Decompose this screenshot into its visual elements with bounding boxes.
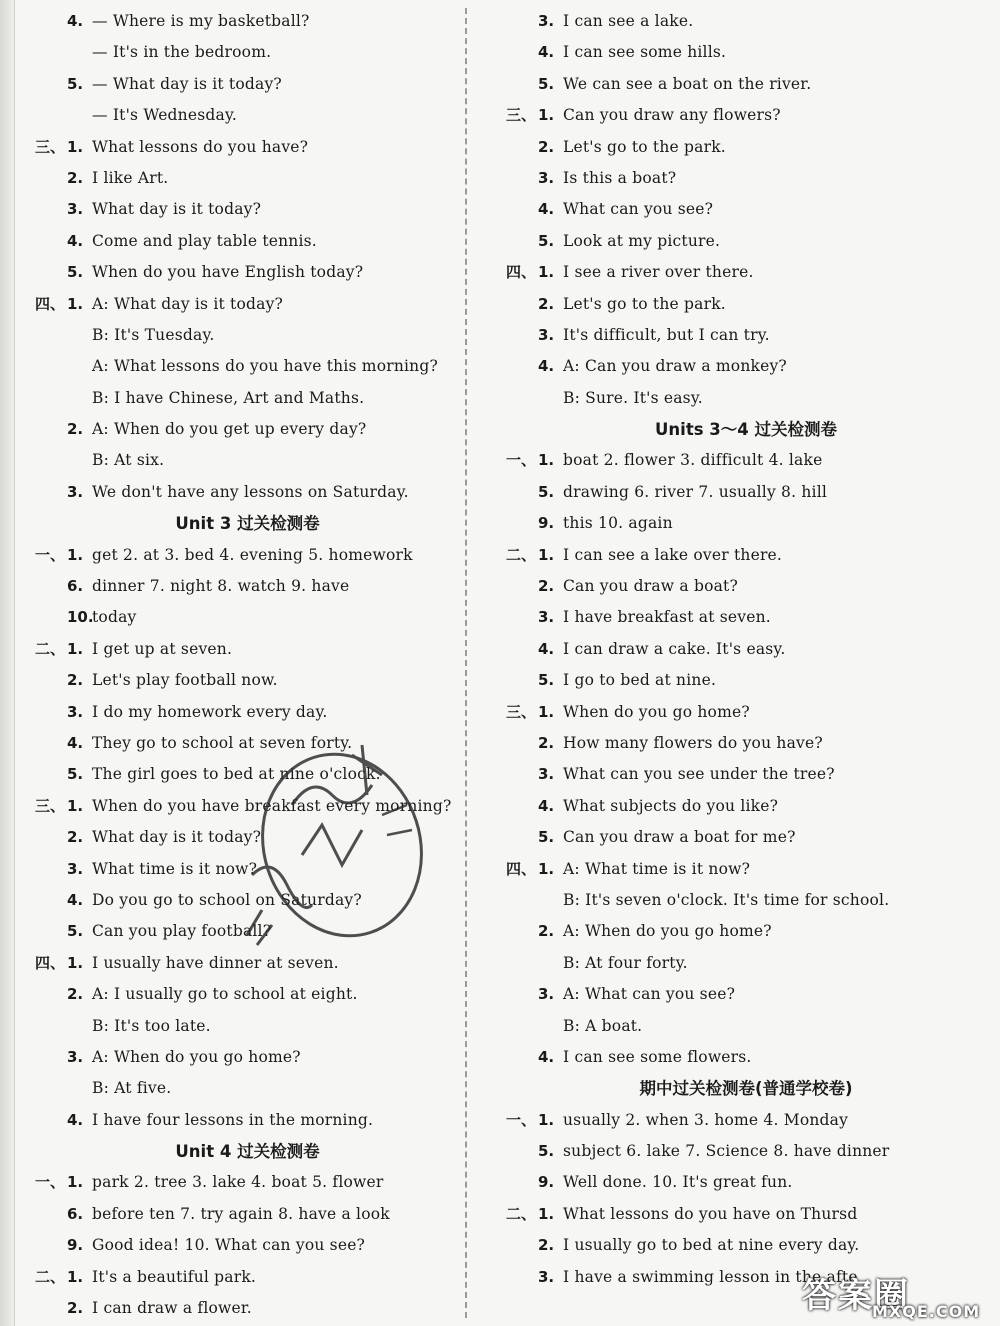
answer-line xyxy=(506,602,986,633)
item-number: 4. xyxy=(67,12,84,30)
answer-text: I have a swimming lesson in the afte xyxy=(563,1267,858,1286)
section-marker: 一、 xyxy=(506,1110,537,1129)
item-number: 2. xyxy=(67,671,84,690)
answer-line xyxy=(506,1167,986,1198)
section-marker: 三、 xyxy=(35,137,66,156)
answer-line xyxy=(35,948,460,979)
answer-text: — Where is my basketball? xyxy=(92,12,310,30)
answer-text: boat 2. flower 3. difficult 4. lake xyxy=(563,451,823,470)
answer-line xyxy=(35,1230,460,1261)
answer-line xyxy=(35,477,460,508)
item-number: 3. xyxy=(538,985,555,1004)
answer-text: Is this a boat? xyxy=(563,168,677,187)
answer-line xyxy=(35,540,460,571)
answer-line xyxy=(35,634,460,665)
column-divider xyxy=(465,8,467,1318)
answer-text: A: Can you draw a monkey? xyxy=(563,357,787,376)
item-number: 1. xyxy=(67,953,84,972)
answer-line xyxy=(506,1011,986,1042)
answer-line xyxy=(35,1167,460,1198)
item-number: 1. xyxy=(538,702,555,721)
answer-text: I can see a lake over there. xyxy=(563,545,783,564)
answer-line xyxy=(35,257,460,288)
item-number: 3. xyxy=(538,325,555,344)
answer-text: A: What can you see? xyxy=(563,985,736,1004)
answer-text: B: It's too late. xyxy=(92,1016,211,1035)
watermark-cn: 答案圈 xyxy=(802,1276,910,1316)
answer-text: I can see some hills. xyxy=(563,43,727,62)
item-number: 3. xyxy=(538,1267,555,1286)
answer-text: park 2. tree 3. lake 4. boat 5. flower xyxy=(92,1173,384,1192)
answer-text: I can draw a flower. xyxy=(92,1299,252,1318)
section-marker: 一、 xyxy=(35,1173,66,1192)
answer-line xyxy=(35,1073,460,1104)
item-number: 5. xyxy=(67,263,84,282)
answer-line xyxy=(35,728,460,759)
answer-text: A: What lessons do you have this morning? xyxy=(92,357,438,376)
answer-text: B: At five. xyxy=(92,1079,172,1098)
section-marker: 三、 xyxy=(506,106,537,125)
answer-line xyxy=(35,571,460,602)
answer-text: The girl goes to bed at nine o'clock. xyxy=(92,765,381,784)
answer-line xyxy=(35,320,460,351)
answer-text: Can you play football? xyxy=(92,922,272,941)
item-number: 1. xyxy=(67,639,84,658)
answer-text: B: Sure. It's easy. xyxy=(563,388,703,407)
section-marker: 三、 xyxy=(35,796,66,815)
answer-text: They go to school at seven forty. xyxy=(92,733,353,752)
section-heading: Units 3～4 过关检测卷 xyxy=(655,420,837,440)
answer-line xyxy=(35,414,460,445)
answer-text: — It's in the bedroom. xyxy=(92,43,272,62)
item-number: 3. xyxy=(538,12,555,30)
item-number: 1. xyxy=(67,1173,84,1192)
item-number: 5. xyxy=(538,828,555,847)
answer-line xyxy=(35,194,460,225)
section-marker: 二、 xyxy=(35,1267,66,1286)
item-number: 1. xyxy=(538,1110,555,1129)
answer-text: usually 2. when 3. home 4. Monday xyxy=(563,1110,849,1129)
item-number: 2. xyxy=(538,1236,555,1255)
answer-text: When do you have breakfast every morning? xyxy=(92,796,452,815)
answer-text: A: What time is it now? xyxy=(563,859,751,878)
item-number: 5. xyxy=(538,74,555,93)
answer-line xyxy=(506,37,986,68)
item-number: 3. xyxy=(538,168,555,187)
answer-line xyxy=(35,37,460,68)
section-marker: 二、 xyxy=(506,1204,537,1223)
answer-line xyxy=(35,351,460,382)
item-number: 1. xyxy=(538,1204,555,1223)
answer-text: A: When do you go home? xyxy=(563,922,772,941)
answer-line xyxy=(506,477,986,508)
answer-line xyxy=(506,540,986,571)
item-number: 3. xyxy=(67,1047,84,1066)
answer-text: Let's play football now. xyxy=(92,671,278,690)
answer-line xyxy=(506,351,986,382)
item-number: 1. xyxy=(67,796,84,815)
answer-text: When do you have English today? xyxy=(92,263,364,282)
answer-line xyxy=(506,1042,986,1073)
section-marker: 一、 xyxy=(35,545,66,564)
answer-line xyxy=(35,445,460,476)
answer-line xyxy=(506,163,986,194)
answer-line xyxy=(506,445,986,476)
answer-text: I can draw a cake. It's easy. xyxy=(563,639,786,658)
answer-line xyxy=(35,1105,460,1136)
answer-line xyxy=(506,132,986,163)
answer-text: B: I have Chinese, Art and Maths. xyxy=(92,388,365,407)
answer-text: A: When do you get up every day? xyxy=(92,420,367,439)
answer-text: Let's go to the park. xyxy=(563,137,726,156)
answer-text: We don't have any lessons on Saturday. xyxy=(92,482,409,501)
item-number: 6. xyxy=(67,577,84,596)
item-number: 2. xyxy=(67,985,84,1004)
answer-line xyxy=(35,1293,460,1324)
item-number: 1. xyxy=(538,263,555,282)
answer-text: I usually go to bed at nine every day. xyxy=(563,1236,860,1255)
answer-line xyxy=(35,602,460,633)
answer-line xyxy=(35,697,460,728)
item-number: 5. xyxy=(538,1142,555,1161)
answer-line xyxy=(35,979,460,1010)
answer-text: When do you go home? xyxy=(563,702,750,721)
answer-line xyxy=(506,1199,986,1230)
answer-text: What can you see? xyxy=(563,200,714,219)
answer-text: drawing 6. river 7. usually 8. hill xyxy=(563,482,828,501)
answer-text: What subjects do you like? xyxy=(563,796,779,815)
answer-text: Do you go to school on Saturday? xyxy=(92,890,362,909)
answer-line xyxy=(35,289,460,320)
page-binding-edge xyxy=(0,0,15,1326)
answer-text: What day is it today? xyxy=(92,200,262,219)
item-number: 1. xyxy=(538,451,555,470)
answer-text: Can you draw a boat? xyxy=(563,577,738,596)
answer-line xyxy=(35,665,460,696)
section-marker: 四、 xyxy=(35,294,66,313)
item-number: 9. xyxy=(538,1173,555,1192)
answer-text: I usually have dinner at seven. xyxy=(92,953,339,972)
answer-text: today xyxy=(92,608,137,627)
answer-line xyxy=(35,822,460,853)
answer-text: Well done. 10. It's great fun. xyxy=(563,1173,793,1192)
item-number: 1. xyxy=(538,545,555,564)
answer-text: What day is it today? xyxy=(92,828,262,847)
item-number: 2. xyxy=(67,420,84,439)
answer-text: B: It's Tuesday. xyxy=(92,325,215,344)
answer-text: Can you draw any flowers? xyxy=(563,106,781,125)
answer-text: What time is it now? xyxy=(92,859,258,878)
answer-line xyxy=(506,508,986,539)
answer-text: B: At six. xyxy=(92,451,165,470)
answer-line xyxy=(506,320,986,351)
answer-line xyxy=(506,1105,986,1136)
answer-line xyxy=(35,791,460,822)
answer-line xyxy=(35,916,460,947)
answer-text: get 2. at 3. bed 4. evening 5. homework xyxy=(92,545,413,564)
item-number: 4. xyxy=(538,796,555,815)
answer-text: B: A boat. xyxy=(563,1016,643,1035)
item-number: 5. xyxy=(67,922,84,941)
answer-line xyxy=(506,791,986,822)
answer-line xyxy=(506,1136,986,1167)
answer-text: B: It's seven o'clock. It's time for school. xyxy=(563,890,890,909)
item-number: 2. xyxy=(538,137,555,156)
item-number: 2. xyxy=(538,577,555,596)
item-number: 3. xyxy=(67,482,84,501)
section-heading: Unit 3 过关检测卷 xyxy=(175,514,320,534)
item-number: 4. xyxy=(67,890,84,909)
item-number: 5. xyxy=(538,482,555,501)
left-column xyxy=(35,6,460,1324)
item-number: 4. xyxy=(538,639,555,658)
item-number: 4. xyxy=(538,200,555,219)
section-marker: 四、 xyxy=(506,263,537,282)
answer-text: before ten 7. try again 8. have a look xyxy=(92,1204,390,1223)
answer-line xyxy=(35,6,460,37)
item-number: 4. xyxy=(67,1110,84,1129)
answer-text: It's difficult, but I can try. xyxy=(563,325,770,344)
answer-text: Can you draw a boat for me? xyxy=(563,828,796,847)
answer-text: I get up at seven. xyxy=(92,639,233,658)
answer-line xyxy=(35,69,460,100)
item-number: 1. xyxy=(538,859,555,878)
item-number: 3. xyxy=(67,702,84,721)
answer-line xyxy=(35,854,460,885)
answer-text: I have breakfast at seven. xyxy=(563,608,771,627)
section-heading: Unit 4 过关检测卷 xyxy=(175,1142,320,1162)
item-number: 3. xyxy=(538,608,555,627)
answer-line xyxy=(506,665,986,696)
answer-line xyxy=(506,854,986,885)
answer-text: What lessons do you have? xyxy=(92,137,309,156)
answer-text: this 10. again xyxy=(563,514,673,533)
answer-text: I see a river over there. xyxy=(563,263,754,282)
item-number: 5. xyxy=(538,231,555,250)
answer-text: It's a beautiful park. xyxy=(92,1267,257,1286)
item-number: 2. xyxy=(538,922,555,941)
item-number: 3. xyxy=(67,859,84,878)
answer-text: I can see some flowers. xyxy=(563,1047,752,1066)
section-marker: 二、 xyxy=(506,545,537,564)
answer-text: Come and play table tennis. xyxy=(92,231,317,250)
item-number: 4. xyxy=(67,231,84,250)
answer-text: What can you see under the tree? xyxy=(563,765,835,784)
item-number: 9. xyxy=(538,514,555,533)
item-number: 2. xyxy=(67,1299,84,1318)
answer-line xyxy=(506,634,986,665)
answer-text: I do my homework every day. xyxy=(92,702,328,721)
answer-line xyxy=(35,163,460,194)
answer-line xyxy=(506,885,986,916)
answer-line xyxy=(35,759,460,790)
answer-text: Look at my picture. xyxy=(563,231,721,250)
section-marker: 二、 xyxy=(35,639,66,658)
answer-text: I like Art. xyxy=(92,168,169,187)
answer-text: Good idea! 10. What can you see? xyxy=(92,1236,366,1255)
answer-text: I have four lessons in the morning. xyxy=(92,1110,374,1129)
section-marker: 四、 xyxy=(35,953,66,972)
section-heading: 期中过关检测卷(普通学校卷) xyxy=(639,1079,853,1099)
answer-line xyxy=(506,948,986,979)
answer-line xyxy=(35,1011,460,1042)
item-number: 1. xyxy=(538,106,555,125)
answer-line xyxy=(35,100,460,131)
section-marker: 三、 xyxy=(506,702,537,721)
answer-line xyxy=(35,132,460,163)
item-number: 1. xyxy=(67,294,84,313)
item-number: 1. xyxy=(67,545,84,564)
answer-line xyxy=(35,1042,460,1073)
answer-text: A: When do you go home? xyxy=(92,1047,301,1066)
answer-line xyxy=(506,289,986,320)
item-number: 4. xyxy=(538,1047,555,1066)
site-watermark xyxy=(792,1268,992,1320)
answer-text: I go to bed at nine. xyxy=(563,671,717,690)
answer-text: I can see a lake. xyxy=(563,12,694,30)
section-marker: 四、 xyxy=(506,859,537,878)
answer-line xyxy=(506,100,986,131)
item-number: 1. xyxy=(67,1267,84,1286)
answer-line xyxy=(506,6,986,37)
item-number: 10. xyxy=(67,608,94,627)
item-number: 2. xyxy=(538,294,555,313)
section-marker: 一、 xyxy=(506,451,537,470)
answer-text: — What day is it today? xyxy=(92,74,282,93)
item-number: 4. xyxy=(538,43,555,62)
answer-line xyxy=(506,979,986,1010)
item-number: 5. xyxy=(67,765,84,784)
item-number: 6. xyxy=(67,1204,84,1223)
item-number: 2. xyxy=(67,168,84,187)
answer-text: dinner 7. night 8. watch 9. have xyxy=(92,577,350,596)
answer-text: A: What day is it today? xyxy=(92,294,284,313)
answer-text: B: At four forty. xyxy=(563,953,688,972)
answer-line xyxy=(506,194,986,225)
item-number: 1. xyxy=(67,137,84,156)
item-number: 5. xyxy=(538,671,555,690)
answer-text: Let's go to the park. xyxy=(563,294,726,313)
item-number: 3. xyxy=(538,765,555,784)
answer-text: — It's Wednesday. xyxy=(92,106,237,125)
answer-text: A: I usually go to school at eight. xyxy=(92,985,358,1004)
answer-line xyxy=(35,226,460,257)
answer-line xyxy=(506,697,986,728)
answer-line xyxy=(506,822,986,853)
answer-line xyxy=(506,1230,986,1261)
answer-line xyxy=(506,69,986,100)
answer-line xyxy=(506,383,986,414)
answer-line xyxy=(506,728,986,759)
item-number: 2. xyxy=(67,828,84,847)
answer-line xyxy=(506,571,986,602)
answer-line xyxy=(35,885,460,916)
answer-text: How many flowers do you have? xyxy=(563,733,823,752)
answer-text: What lessons do you have on Thursd xyxy=(563,1204,858,1223)
item-number: 3. xyxy=(67,200,84,219)
answer-text: subject 6. lake 7. Science 8. have dinner xyxy=(563,1142,890,1161)
watermark-en: MXQE.COM xyxy=(872,1302,981,1321)
answer-line xyxy=(35,1262,460,1293)
answer-line xyxy=(506,257,986,288)
answer-line xyxy=(506,916,986,947)
item-number: 4. xyxy=(538,357,555,376)
answer-line xyxy=(506,226,986,257)
item-number: 5. xyxy=(67,74,84,93)
right-column xyxy=(506,6,986,1293)
answer-line xyxy=(35,383,460,414)
item-number: 4. xyxy=(67,733,84,752)
answer-line xyxy=(35,1199,460,1230)
item-number: 9. xyxy=(67,1236,84,1255)
answer-text: We can see a boat on the river. xyxy=(563,74,812,93)
answer-line xyxy=(506,759,986,790)
item-number: 2. xyxy=(538,733,555,752)
